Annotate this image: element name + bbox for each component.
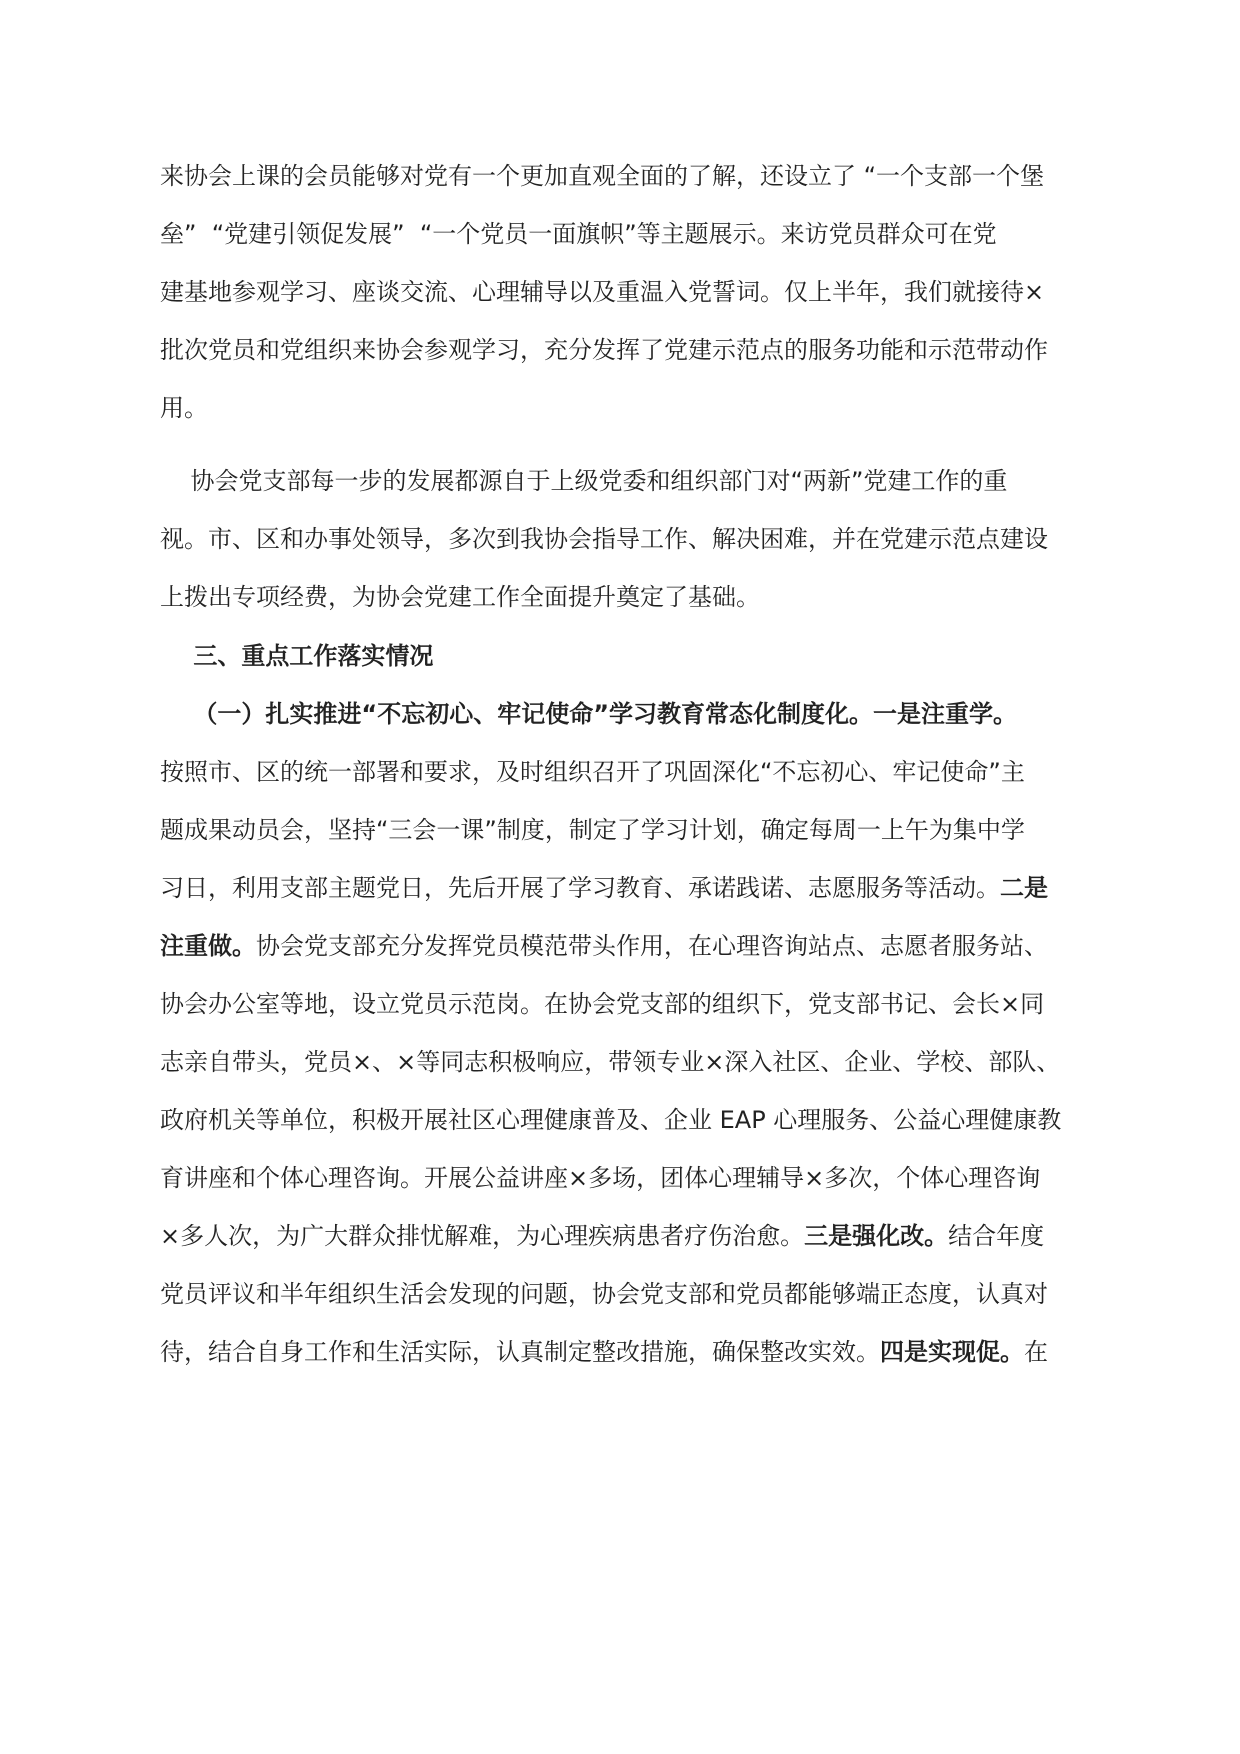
text-segment: 建基地参观学习、座谈交流、心理辅导以及重温入党誓词。仅上半年，我们就接待× [160,278,1045,306]
text-line [160,1158,1040,1198]
text-segment: 协会办公室等地，设立党员示范岗。在协会党支部的组织下，党支部书记、会长×同 [160,990,1045,1018]
text-line [160,926,1048,966]
text-line [160,272,1044,312]
text-line [160,636,433,676]
text-line [160,156,1044,196]
text-segment: 垒” “党建引领促发展” “一个党员一面旗帜”等主题展示。来访党员群众可在党 [160,220,997,248]
bold-text-segment: 四是实现促。 [880,1338,1024,1366]
text-line [160,388,208,428]
text-segment: 协会党支部每一步的发展都源自于上级党委和组织部门对“两新”党建工作的重 [160,467,1008,495]
text-line [160,810,1025,850]
text-line [160,868,1048,908]
text-segment: 批次党员和党组织来协会参观学习，充分发挥了党建示范点的服务功能和示范带动作 [160,336,1048,364]
text-segment: 习日，利用支部主题党日，先后开展了学习教育、承诺践诺、志愿服务等活动。 [160,874,1000,902]
bold-text-segment: 二是 [1000,874,1048,902]
text-line [160,519,1048,559]
bold-text-segment: 三、重点工作落实情况 [160,642,434,670]
text-segment: 视。市、区和办事处领导，多次到我协会指导工作、解决困难，并在党建示范点建设 [160,525,1048,553]
text-line [160,984,1044,1024]
text-segment: 待，结合自身工作和生活实际，认真制定整改措施，确保整改实效。 [160,1338,880,1366]
text-segment: 党员评议和半年组织生活会发现的问题，协会党支部和党员都能够端正态度，认真对 [160,1280,1048,1308]
text-segment: 协会党支部充分发挥党员模范带头作用，在心理咨询站点、志愿者服务站、 [256,932,1048,960]
text-line [160,1100,1061,1140]
text-segment: ×多人次，为广大群众排忧解难，为心理疾病患者疗伤治愈。 [160,1222,805,1250]
text-segment: 题成果动员会，坚持“三会一课”制度，制定了学习计划，确定每周一上午为集中学 [160,816,1025,844]
text-segment: 结合年度 [948,1222,1045,1250]
text-line [160,1216,1044,1256]
text-line [160,1274,1048,1314]
text-segment: 政府机关等单位，积极开展社区心理健康普及、企业 EAP 心理服务、公益心理健康教 [160,1106,1062,1134]
text-segment: 在 [1024,1338,1048,1366]
text-line [160,577,760,617]
text-line [160,752,1025,792]
text-line [160,461,1007,501]
text-segment: 来协会上课的会员能够对党有一个更加直观全面的了解，还设立了 “一个支部一个堡 [160,162,1045,190]
text-segment: 育讲座和个体心理咨询。开展公益讲座×多场，团体心理辅导×多次，个体心理咨询 [160,1164,1041,1192]
bold-text-segment: 三是强化改。 [804,1222,949,1250]
text-line [160,214,997,254]
text-line [160,1042,1060,1082]
bold-text-segment: （一）扎实推进“不忘初心、牢记使命”学习教育常态化制度化。一是注重学。 [160,700,1017,728]
text-segment: 用。 [160,394,208,422]
text-segment: 志亲自带头，党员×、×等同志积极响应，带领专业×深入社区、企业、学校、部队、 [160,1048,1061,1076]
text-segment: 按照市、区的统一部署和要求，及时组织召开了巩固深化“不忘初心、牢记使命”主 [160,758,1025,786]
bold-text-segment: 注重做。 [160,932,256,960]
text-line [160,1332,1048,1372]
text-segment: 上拨出专项经费，为协会党建工作全面提升奠定了基础。 [160,583,760,611]
text-line [160,694,1017,734]
text-line [160,330,1048,370]
